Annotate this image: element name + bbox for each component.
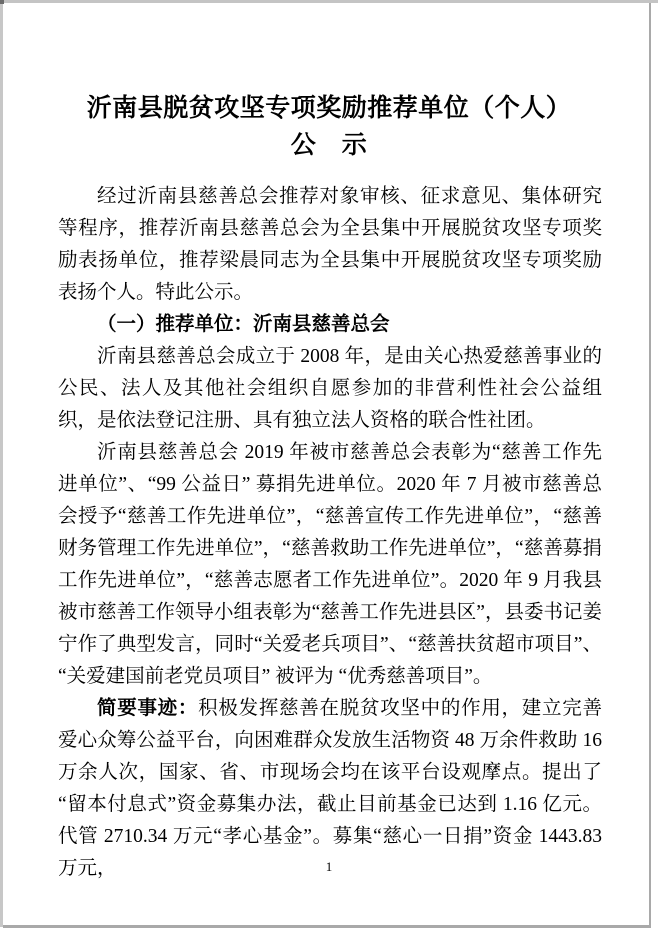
bold-lead: 简要事迹： — [97, 698, 199, 719]
body-paragraph: 简要事迹：积极发挥慈善在脱贫攻坚中的作用，建立完善爱心众筹公益平台，向困难群众发放生活物资 48 万余件救助 16 万余人次，国家、省、市现场会均在该平台设观摩点。提出了“留本付息式”资金募集办法，截止目前基金已达到 1.16 亿元。代管 2710.34 万元“孝心基金”。募集“慈心一日捐”资金 1443.83 万元， — [58, 698, 602, 879]
body-paragraph: 沂南县慈善总会 2019 年被市慈善总会表彰为“慈善工作先进单位”、“99 公益日” 募捐先进单位。2020 年 7 月被市慈善总会授予“慈善工作先进单位”，“慈善宣传工作先进单位”，“慈善财务管理工作先进单位”，“慈善救助工作先进单位”，“慈善募捐工作先进单位”，“慈善志愿者工作先进单位”。2020 年 9 月我县被市慈善工作领导小组表彰为“慈善工作先进县区”，县委书记姜宁作了典型发言，同时“关爱老兵项目”、“慈善扶贫超市项目”、“关爱建国前老党员项目” 被评为 “优秀慈善项目”。 — [58, 442, 602, 687]
title-line-2: 公 示 — [290, 132, 368, 159]
page-border-bottom — [3, 925, 651, 928]
document-body — [58, 181, 602, 885]
page-border-top — [0, 0, 658, 3]
document-title — [0, 90, 658, 164]
page-number: 1 — [325, 859, 333, 874]
section-heading: （一）推荐单位：沂南县慈善总会 — [97, 314, 390, 335]
body-paragraph: 沂南县慈善总会成立于 2008 年，是由关心热爱慈善事业的公民、法人及其他社会组织自愿参加的非营利性社会公益组织，是依法登记注册、具有独立法人资格的联合性社团。 — [58, 346, 602, 431]
body-paragraph: 经过沂南县慈善总会推荐对象审核、征求意见、集体研究等程序，推荐沂南县慈善总会为全县集中开展脱贫攻坚专项奖励表扬单位，推荐梁晨同志为全县集中开展脱贫攻坚专项奖励表扬个人。特此公示。 — [58, 186, 602, 303]
page-corner-mark — [0, 0, 4, 4]
title-line-1: 沂南县脱贫攻坚专项奖励推荐单位（个人） — [86, 95, 572, 122]
